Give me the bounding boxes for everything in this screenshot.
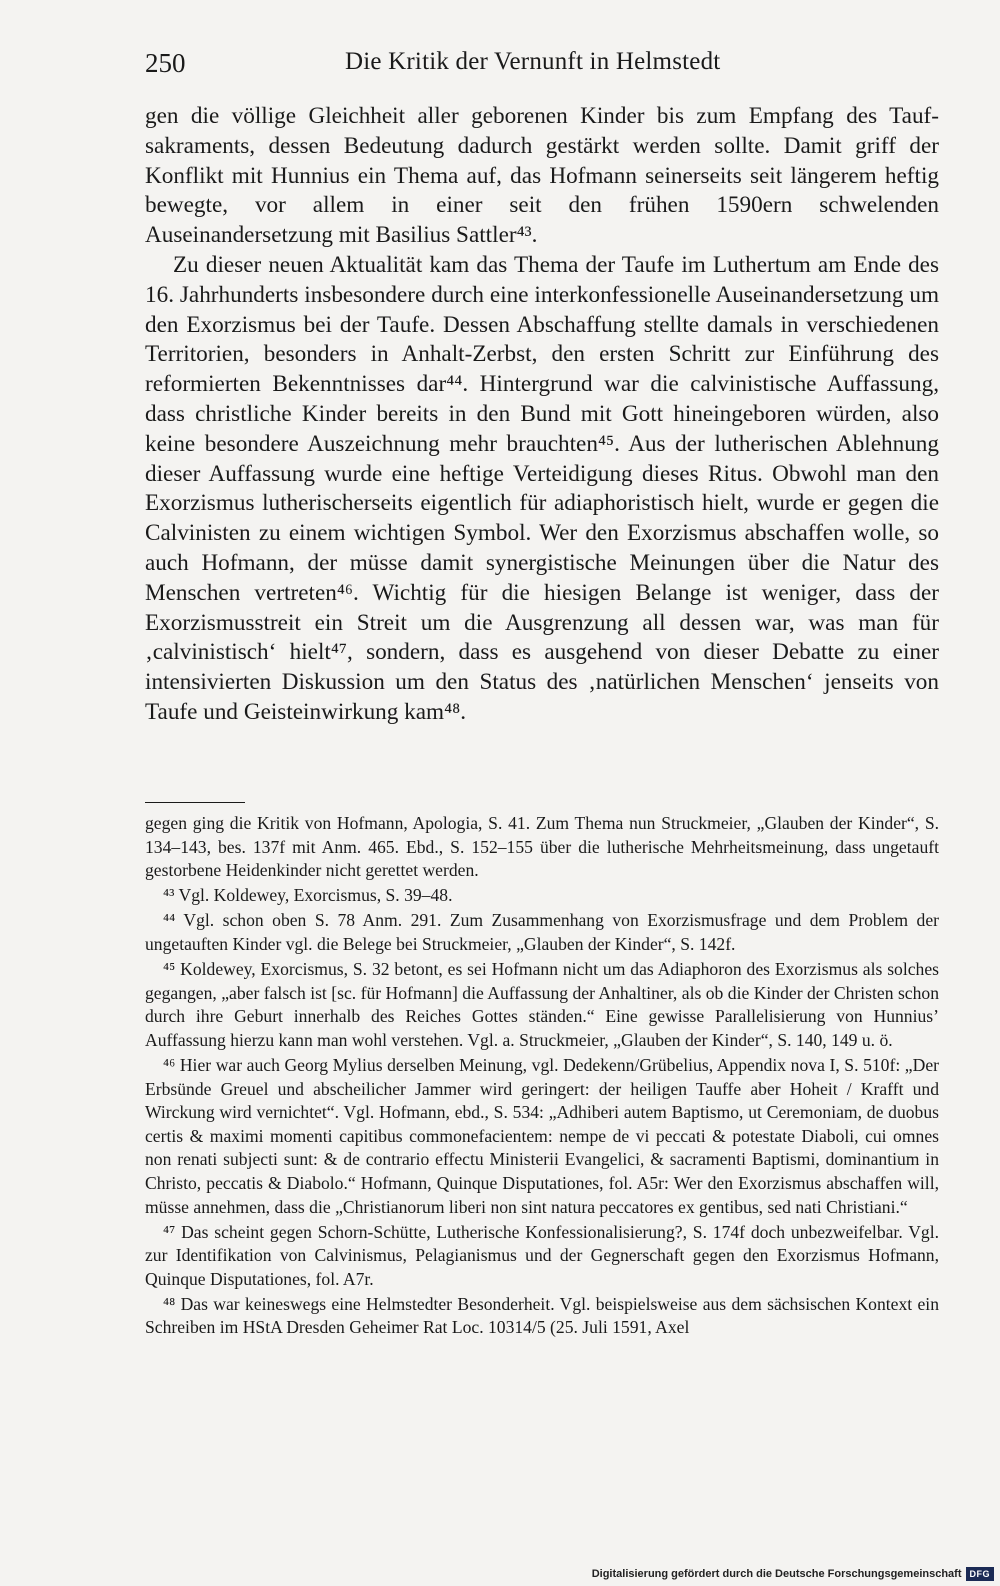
main-text bbox=[145, 102, 939, 728]
footnote-47: ⁴⁷ Das scheint gegen Schorn-Schütte, Lutherische Konfessionalisierung?, S. 174f doch unbezweifelbar. Vgl. zur Identifikation von Calvinismus, Pelagianismus und der Gegnerschaft gegen den Exorzismus Hofmann, Quinque Disputationes, fol. A7r. bbox=[145, 1221, 939, 1289]
running-head bbox=[145, 48, 940, 88]
body-paragraph-2: Zu dieser neuen Aktualität kam das Thema der Taufe im Luthertum am Ende des 16. Jahrhunderts insbesondere durch eine interkonfessionelle Auseinandersetzung um den Exorzismus bei der Taufe. Dessen Abschaffung stellte damals in verschiedenen Territorien, besonders in Anhalt-Zerbst, den ersten Schritt zur Einführung des reformierten Bekenntnisses dar⁴⁴. Hintergrund war die calvinistische Auffassung, dass christliche Kinder bereits in den Bund mit Gott hineingeboren würden, also keine besondere Auszeichnung mehr brauchten⁴⁵. Aus der lutherischen Ablehnung dieser Auffassung wurde eine heftige Verteidigung dieses Ritus. Obwohl man den Exorzismus lutherischerseits eigentlich für adiaphoristisch hielt, wurde er gegen die Calvinisten zu einem wichtigen Symbol. Wer den Exorzismus abschaffen wolle, so auch Hofmann, der müsse damit synergistische Meinungen über die Natur des Menschen vertreten⁴⁶. Wichtig für die hiesigen Belange ist weniger, dass der Exorzismusstreit ein Streit um die Ausgrenzung all dessen war, was man für ‚calvinistisch‘ hielt⁴⁷, sondern, dass es ausgehend von dieser Debatte zu einer intensivierten Diskussion um den Status des ‚natürlichen Menschen‘ jenseits von Taufe und Geisteinwirkung kam⁴⁸. bbox=[145, 251, 939, 725]
footnote-continuation: gegen ging die Kritik von Hofmann, Apologia, S. 41. Zum Thema nun Struckmeier, „Glauben der Kinder“, S. 134–143, bes. 137f mit Anm. 465. Ebd., S. 152–155 über die lutherische Mehrheitsmeinung, dass ungetauft gestorbene Heidenkinder nicht gerettet werden. bbox=[145, 813, 939, 881]
digitization-footer bbox=[592, 1564, 994, 1584]
footnote-48: ⁴⁸ Das war keineswegs eine Helmstedter Besonderheit. Vgl. beispielsweise aus dem sächsischen Kontext ein Schreiben im HStA Dresden Geheimer Rat Loc. 10314/5 (25. Juli 1591, Axel bbox=[145, 1293, 939, 1338]
dfg-logo: DFG bbox=[966, 1567, 995, 1581]
footnote-43: ⁴³ Vgl. Koldewey, Exorcismus, S. 39–48. bbox=[163, 885, 453, 906]
footnote-45: ⁴⁵ Koldewey, Exorcismus, S. 32 betont, es sei Hofmann nicht um das Adiaphoron des Exorzismus als solches gegangen, „aber falsch ist [sc. für Hofmann] die Auffassung der Anhaltiner, als ob die Kinder der Christen schon durch ihre Geburt innerhalb des Reiches Gottes ständen.“ Eine gewisse Parallelisierung von Hunnius’ Auffassung hierzu kann man wohl verstehen. Vgl. a. Struckmeier, „Glauben der Kinder“, S. 140, 149 u. ö. bbox=[145, 959, 939, 1050]
page-number: 250 bbox=[145, 48, 186, 78]
running-title: Die Kritik der Vernunft in Helmstedt bbox=[345, 48, 721, 75]
body-paragraph-1: gen die völlige Gleichheit aller geborenen Kinder bis zum Empfang des Taufsakraments, dessen Bedeutung dadurch gestärkt werden sollte. Damit griff der Konflikt mit Hunnius ein Thema auf, das Hofmann seinerseits seit längerem heftig bewegte, vor allem in einer seit den frühen 1590ern schwelenden Auseinandersetzung mit Basilius Sattler⁴³. bbox=[145, 103, 939, 249]
footnote-44: ⁴⁴ Vgl. schon oben S. 78 Anm. 291. Zum Zusammenhang von Exorzismusfrage und dem Problem der ungetauften Kinder vgl. die Belege bei Struckmeier, „Glauben der Kinder“, S. 142f. bbox=[145, 910, 939, 954]
footnotes bbox=[145, 812, 939, 1342]
footnote-separator bbox=[145, 802, 245, 803]
footnote-46: ⁴⁶ Hier war auch Georg Mylius derselben Meinung, vgl. Dedekenn/Grübelius, Appendix nova I, S. 510f: „Der Erbsünde Greuel und abscheilicher Jammer wird geringert: der heiligen Tauffe aber Hoheit / Krafft und Wirckung wird vernichtet“. Vgl. Hofmann, ebd., S. 534: „Adhiberi autem Baptismo, ut Ceremoniam, de duobus certis & maximi momenti capitibus commonefacientem: nempe de vi peccati & potestate Diaboli, cui omnes non renati subjecti sunt: & de contrario effectu Ministerii Evangelici, & sacramenti Baptismi, dominantium in Christo, peccatis & Diabolo.“ Hofmann, Quinque Disputationes, fol. A5r: Wer den Exorzismus abschaffen will, müsse annehmen, dass die „Christianorum liberi non sint natura peccatores ex gentibus, sed nati Christiani.“ bbox=[145, 1054, 939, 1217]
footer-credit: Digitalisierung gefördert durch die Deutsche Forschungsgemeinschaft bbox=[591, 1568, 962, 1580]
